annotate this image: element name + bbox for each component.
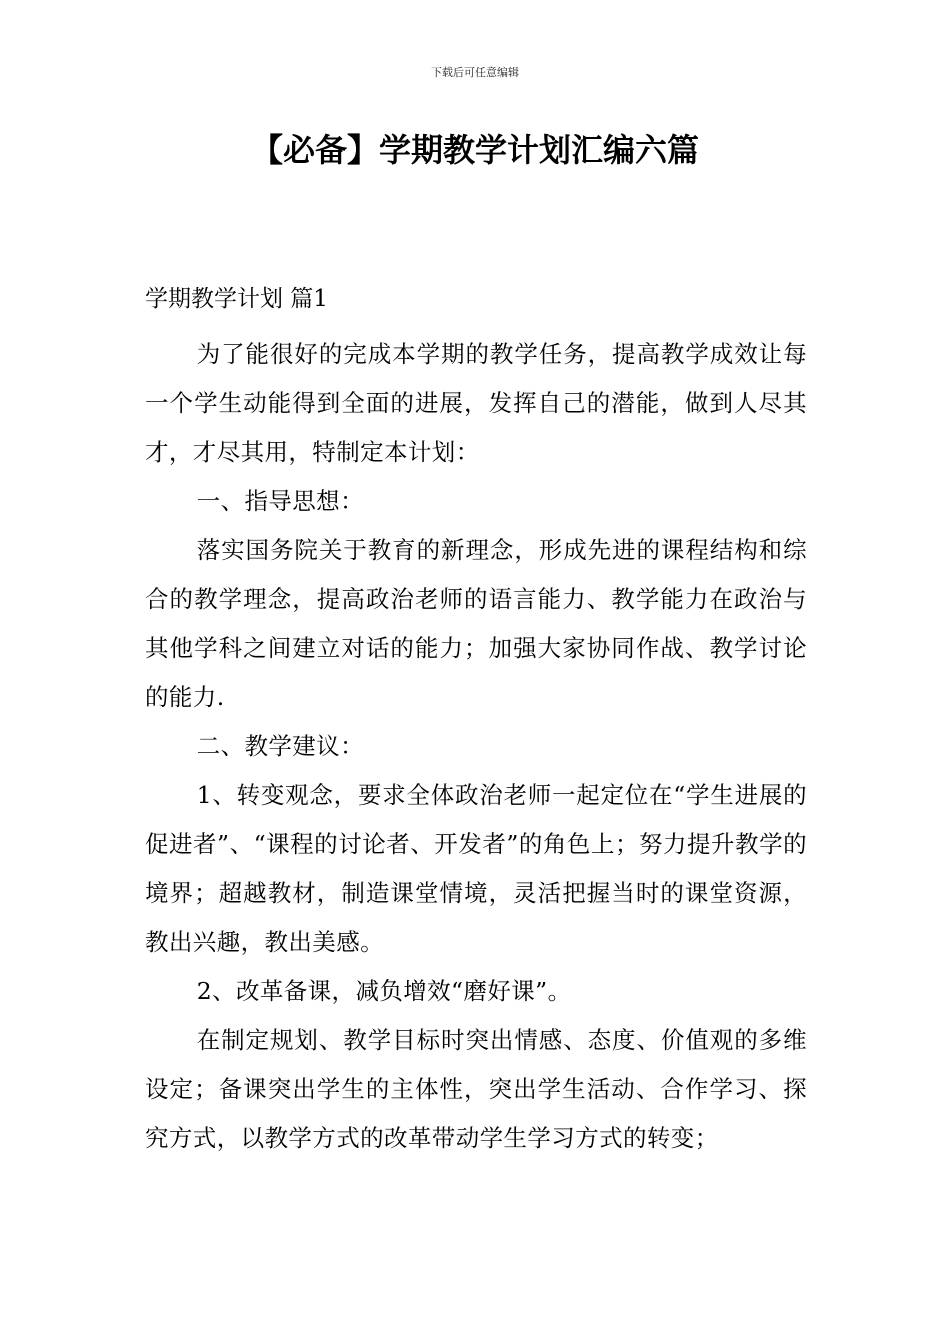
- document-title: 【必备】学期教学计划汇编六篇: [250, 131, 699, 169]
- paragraph: 为了能很好的完成本学期的教学任务，提高教学成效让每一个学生动能得到全面的进展，发挥自己的潜能，做到人尽其才，才尽其用，特制定本计划：: [145, 340, 807, 466]
- section-title: 学期教学计划 篇1: [145, 286, 328, 312]
- paragraph: 在制定规划、教学目标时突出情感、态度、价值观的多维设定；备课突出学生的主体性，突出学生活动、合作学习、探究方式，以教学方式的改革带动学生学习方式的转变；: [145, 1026, 807, 1152]
- header-note: 下载后可任意编辑: [431, 66, 519, 79]
- paragraph: 落实国务院关于教育的新理念，形成先进的课程结构和综合的教学理念，提高政治老师的语言能力、教学能力在政治与其他学科之间建立对话的能力；加强大家协同作战、教学讨论的能力.: [145, 536, 807, 711]
- heading-teaching-suggestions: 二、教学建议：: [196, 732, 364, 760]
- paragraph: 2、改革备课，减负增效“磨好课”。: [196, 977, 572, 1005]
- heading-guiding-ideas: 一、指导思想：: [196, 487, 364, 515]
- paragraph: 1、转变观念，要求全体政治老师一起定位在“学生进展的促进者”、“课程的讨论者、开发者”的角色上；努力提升教学的境界；超越教材，制造课堂情境，灵活把握当时的课堂资源，教出兴趣，教出美感。: [145, 781, 807, 956]
- body-text: [145, 330, 807, 1163]
